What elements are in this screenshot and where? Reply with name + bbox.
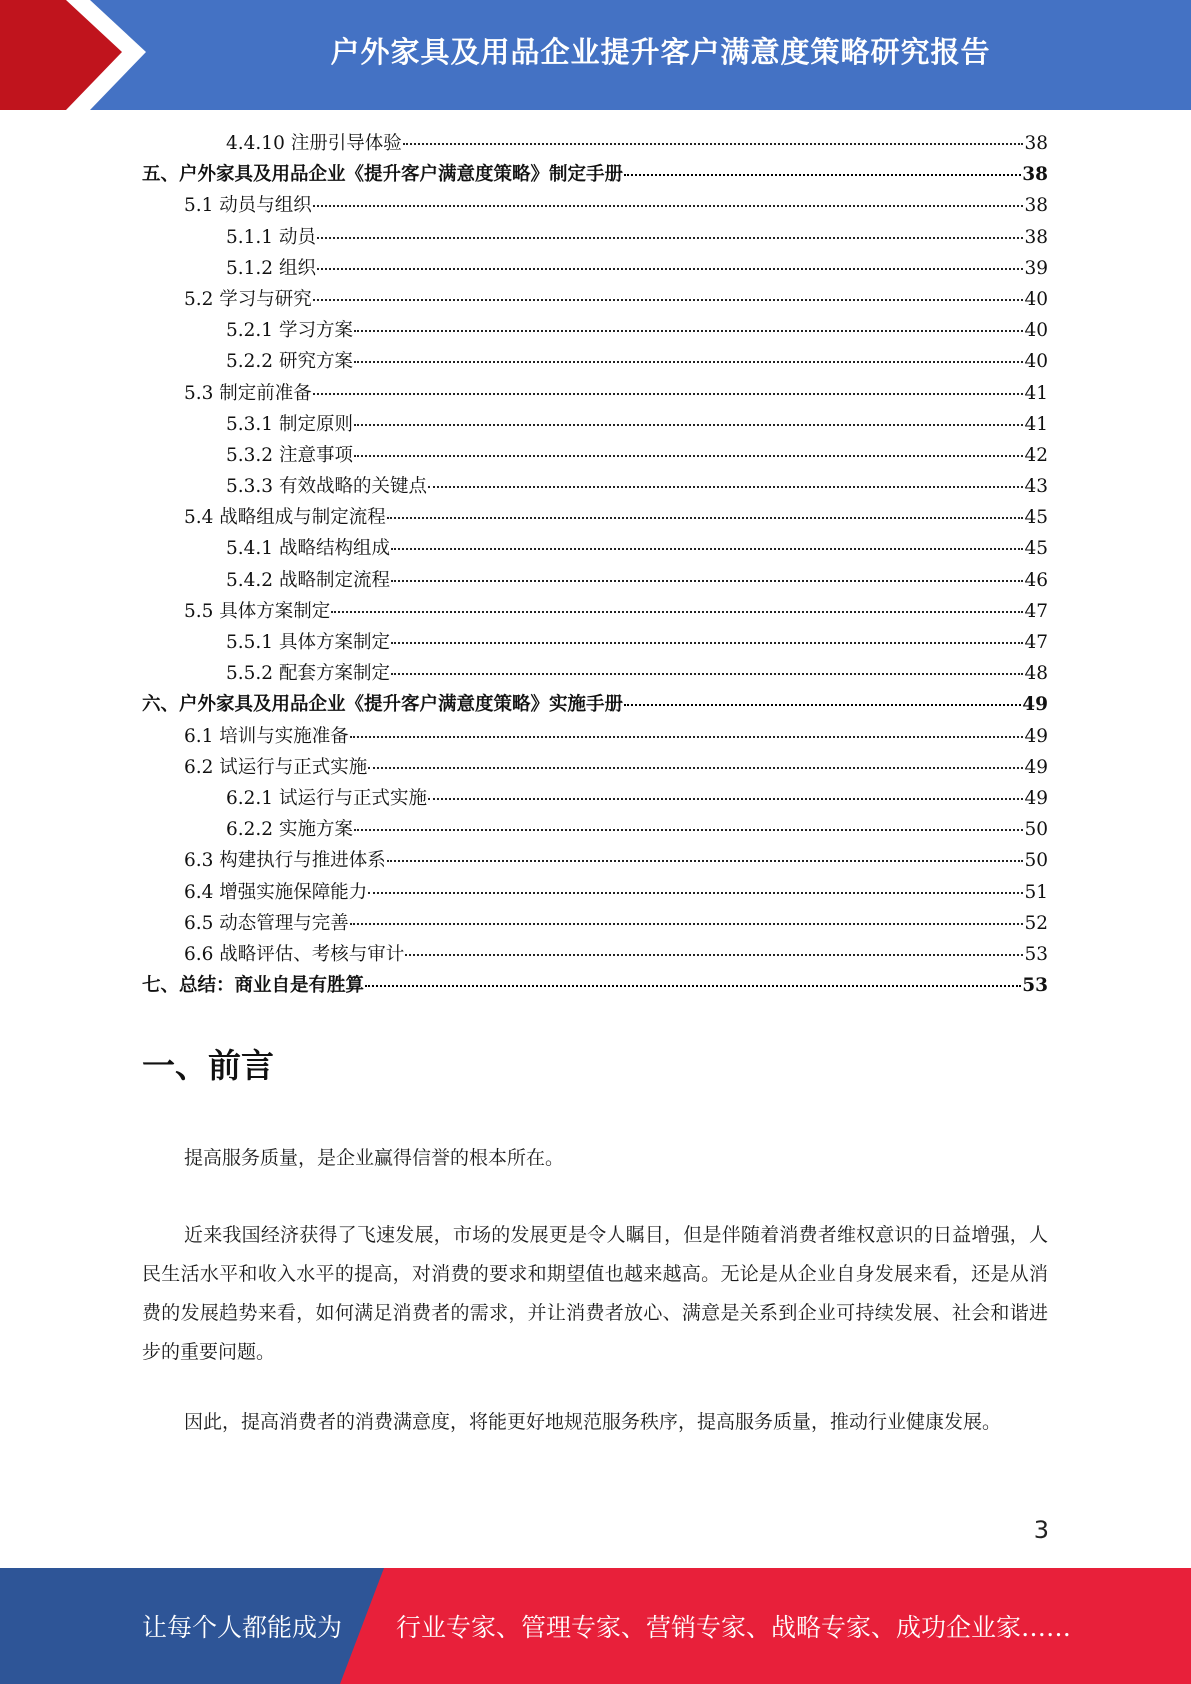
toc-dot-leader <box>354 829 1024 831</box>
toc-dot-leader <box>350 923 1024 925</box>
toc-entry[interactable] <box>142 783 1048 814</box>
toc-page-number: 50 <box>1024 819 1048 841</box>
toc-entry-title: 6.6 战略评估、考核与审计 <box>184 943 405 965</box>
toc-dot-leader <box>391 642 1023 644</box>
toc-entry[interactable] <box>142 752 1048 783</box>
footer-slogan-left: 让每个人都能成为 <box>142 1613 343 1642</box>
toc-entry-title: 6.2 试运行与正式实施 <box>184 756 368 778</box>
toc-entry-title: 5.4.1 战略结构组成 <box>226 538 390 560</box>
toc-entry[interactable] <box>142 502 1048 533</box>
toc-page-number: 45 <box>1024 507 1048 529</box>
toc-page-number: 39 <box>1024 257 1048 279</box>
toc-page-number: 49 <box>1022 694 1048 716</box>
toc-page-number: 45 <box>1024 538 1048 560</box>
document-title: 户外家具及用品企业提升客户满意度策略研究报告 <box>330 34 991 69</box>
toc-entry-title: 5.3.3 有效战略的关键点 <box>226 476 427 498</box>
toc-dot-leader <box>387 517 1024 519</box>
footer-slogan-right: 行业专家、管理专家、营销专家、战略专家、成功企业家…… <box>396 1613 1072 1642</box>
toc-entry-title: 5.3.2 注意事项 <box>226 444 353 466</box>
toc-dot-leader <box>354 361 1024 363</box>
toc-entry-title: 5.5 具体方案制定 <box>184 600 331 622</box>
toc-dot-leader <box>428 486 1023 488</box>
toc-entry[interactable] <box>142 222 1048 253</box>
toc-page-number: 38 <box>1024 195 1048 217</box>
toc-page-number: 49 <box>1024 725 1048 747</box>
toc-page-number: 51 <box>1024 881 1048 903</box>
toc-entry[interactable] <box>142 159 1048 190</box>
toc-entry[interactable] <box>142 658 1048 689</box>
toc-entry-title: 5.1.1 动员 <box>226 226 316 248</box>
toc-entry[interactable] <box>142 814 1048 845</box>
toc-entry-title: 5.3 制定前准备 <box>184 382 312 404</box>
toc-entry[interactable] <box>142 721 1048 752</box>
toc-page-number: 38 <box>1024 226 1048 248</box>
toc-entry[interactable] <box>142 565 1048 596</box>
toc-dot-leader <box>365 985 1021 987</box>
toc-entry[interactable] <box>142 346 1048 377</box>
toc-dot-leader <box>313 393 1024 395</box>
toc-entry-title: 6.1 培训与实施准备 <box>184 725 349 747</box>
toc-entry[interactable] <box>142 689 1048 720</box>
toc-entry-title: 6.4 增强实施保障能力 <box>184 881 368 903</box>
toc-entry[interactable] <box>142 939 1048 970</box>
toc-entry[interactable] <box>142 471 1048 502</box>
toc-dot-leader <box>350 736 1024 738</box>
toc-page-number: 52 <box>1024 912 1048 934</box>
toc-dot-leader <box>368 892 1023 894</box>
toc-dot-leader <box>317 268 1024 270</box>
toc-dot-leader <box>368 767 1023 769</box>
toc-dot-leader <box>391 580 1023 582</box>
toc-entry-title: 6.2.1 试运行与正式实施 <box>226 787 427 809</box>
toc-entry[interactable] <box>142 128 1048 159</box>
toc-page-number: 40 <box>1024 351 1048 373</box>
toc-entry-title: 5.4.2 战略制定流程 <box>226 569 390 591</box>
toc-entry[interactable] <box>142 409 1048 440</box>
toc-entry-title: 5.2.1 学习方案 <box>226 320 353 342</box>
toc-page-number: 38 <box>1024 133 1048 154</box>
toc-page-number: 40 <box>1024 320 1048 342</box>
table-of-contents <box>142 128 1048 1001</box>
toc-dot-leader <box>403 143 1024 145</box>
toc-page-number: 43 <box>1024 476 1048 498</box>
footer-banner <box>0 1568 1191 1684</box>
toc-entry-title: 6.5 动态管理与完善 <box>184 912 349 934</box>
toc-page-number: 47 <box>1024 632 1048 653</box>
toc-entry[interactable] <box>142 970 1048 1001</box>
paragraph-3: 因此，提高消费者的消费满意度，将能更好地规范服务秩序，提高服务质量，推动行业健康发展。 <box>184 1411 1002 1433</box>
toc-entry-title: 七、总结：商业自是有胜算 <box>142 975 365 997</box>
toc-entry[interactable] <box>142 284 1048 315</box>
toc-entry[interactable] <box>142 533 1048 564</box>
toc-entry-title: 6.3 构建执行与推进体系 <box>184 850 386 872</box>
toc-page-number: 40 <box>1024 288 1048 310</box>
toc-page-number: 50 <box>1024 850 1048 872</box>
toc-page-number: 38 <box>1022 164 1048 186</box>
toc-page-number: 49 <box>1024 787 1048 809</box>
toc-entry-title: 5.2.2 研究方案 <box>226 351 353 373</box>
toc-entry-title: 5.3.1 制定原则 <box>226 413 353 435</box>
toc-entry[interactable] <box>142 315 1048 346</box>
toc-dot-leader <box>387 860 1024 862</box>
toc-entry[interactable] <box>142 253 1048 284</box>
toc-dot-leader <box>405 954 1023 956</box>
toc-entry-title: 5.1 动员与组织 <box>184 195 312 217</box>
toc-entry-title: 5.2 学习与研究 <box>184 288 312 310</box>
page-number: 3 <box>1033 1516 1049 1544</box>
toc-page-number: 53 <box>1022 975 1048 997</box>
toc-page-number: 42 <box>1024 444 1048 466</box>
toc-entry-title: 5.5.2 配套方案制定 <box>226 663 390 685</box>
toc-page-number: 41 <box>1024 382 1048 404</box>
toc-entry-title: 5.1.2 组织 <box>226 257 316 279</box>
toc-entry[interactable] <box>142 190 1048 221</box>
toc-dot-leader <box>354 424 1024 426</box>
toc-dot-leader <box>331 611 1023 613</box>
toc-entry-title: 六、户外家具及用品企业《提升客户满意度策略》实施手册 <box>142 694 624 716</box>
toc-entry[interactable] <box>142 627 1048 658</box>
section-heading: 一、前言 <box>142 1046 274 1085</box>
toc-dot-leader <box>624 174 1021 176</box>
toc-page-number: 49 <box>1024 756 1048 778</box>
toc-entry-title: 4.4.10 注册引导体验 <box>226 133 402 154</box>
header-banner <box>0 0 1191 110</box>
toc-dot-leader <box>317 237 1024 239</box>
toc-dot-leader <box>313 205 1024 207</box>
toc-entry[interactable] <box>142 596 1048 627</box>
toc-entry-title: 5.5.1 具体方案制定 <box>226 632 390 653</box>
toc-dot-leader <box>313 299 1024 301</box>
toc-page-number: 53 <box>1024 943 1048 965</box>
toc-dot-leader <box>391 548 1023 550</box>
toc-entry[interactable] <box>142 378 1048 409</box>
toc-page-number: 41 <box>1024 413 1048 435</box>
paragraph-1: 提高服务质量，是企业赢得信誉的根本所在。 <box>184 1147 565 1169</box>
toc-page-number: 46 <box>1024 569 1048 591</box>
toc-dot-leader <box>624 704 1021 706</box>
toc-page-number: 47 <box>1024 600 1048 622</box>
toc-dot-leader <box>354 330 1024 332</box>
toc-dot-leader <box>391 673 1023 675</box>
toc-dot-leader <box>428 798 1023 800</box>
toc-entry[interactable] <box>142 877 1048 908</box>
toc-page-number: 48 <box>1024 663 1048 685</box>
paragraph-2: 近来我国经济获得了飞速发展，市场的发展更是令人瞩目，但是伴随着消费者维权意识的日益增强，人民生活水平和收入水平的提高，对消费的要求和期望值也越来越高。无论是从企业自身发展来看，还是从消费的发展趋势来看，如何满足消费者的需求，并让消费者放心、满意是关系到企业可持续发展、社会和谐进步的重要问题。 <box>142 1224 1048 1363</box>
toc-entry[interactable] <box>142 845 1048 876</box>
toc-entry[interactable] <box>142 440 1048 471</box>
toc-entry-title: 6.2.2 实施方案 <box>226 819 353 841</box>
toc-entry-title: 5.4 战略组成与制定流程 <box>184 507 386 529</box>
toc-entry[interactable] <box>142 908 1048 939</box>
toc-entry-title: 五、户外家具及用品企业《提升客户满意度策略》制定手册 <box>142 164 624 186</box>
toc-dot-leader <box>354 455 1024 457</box>
